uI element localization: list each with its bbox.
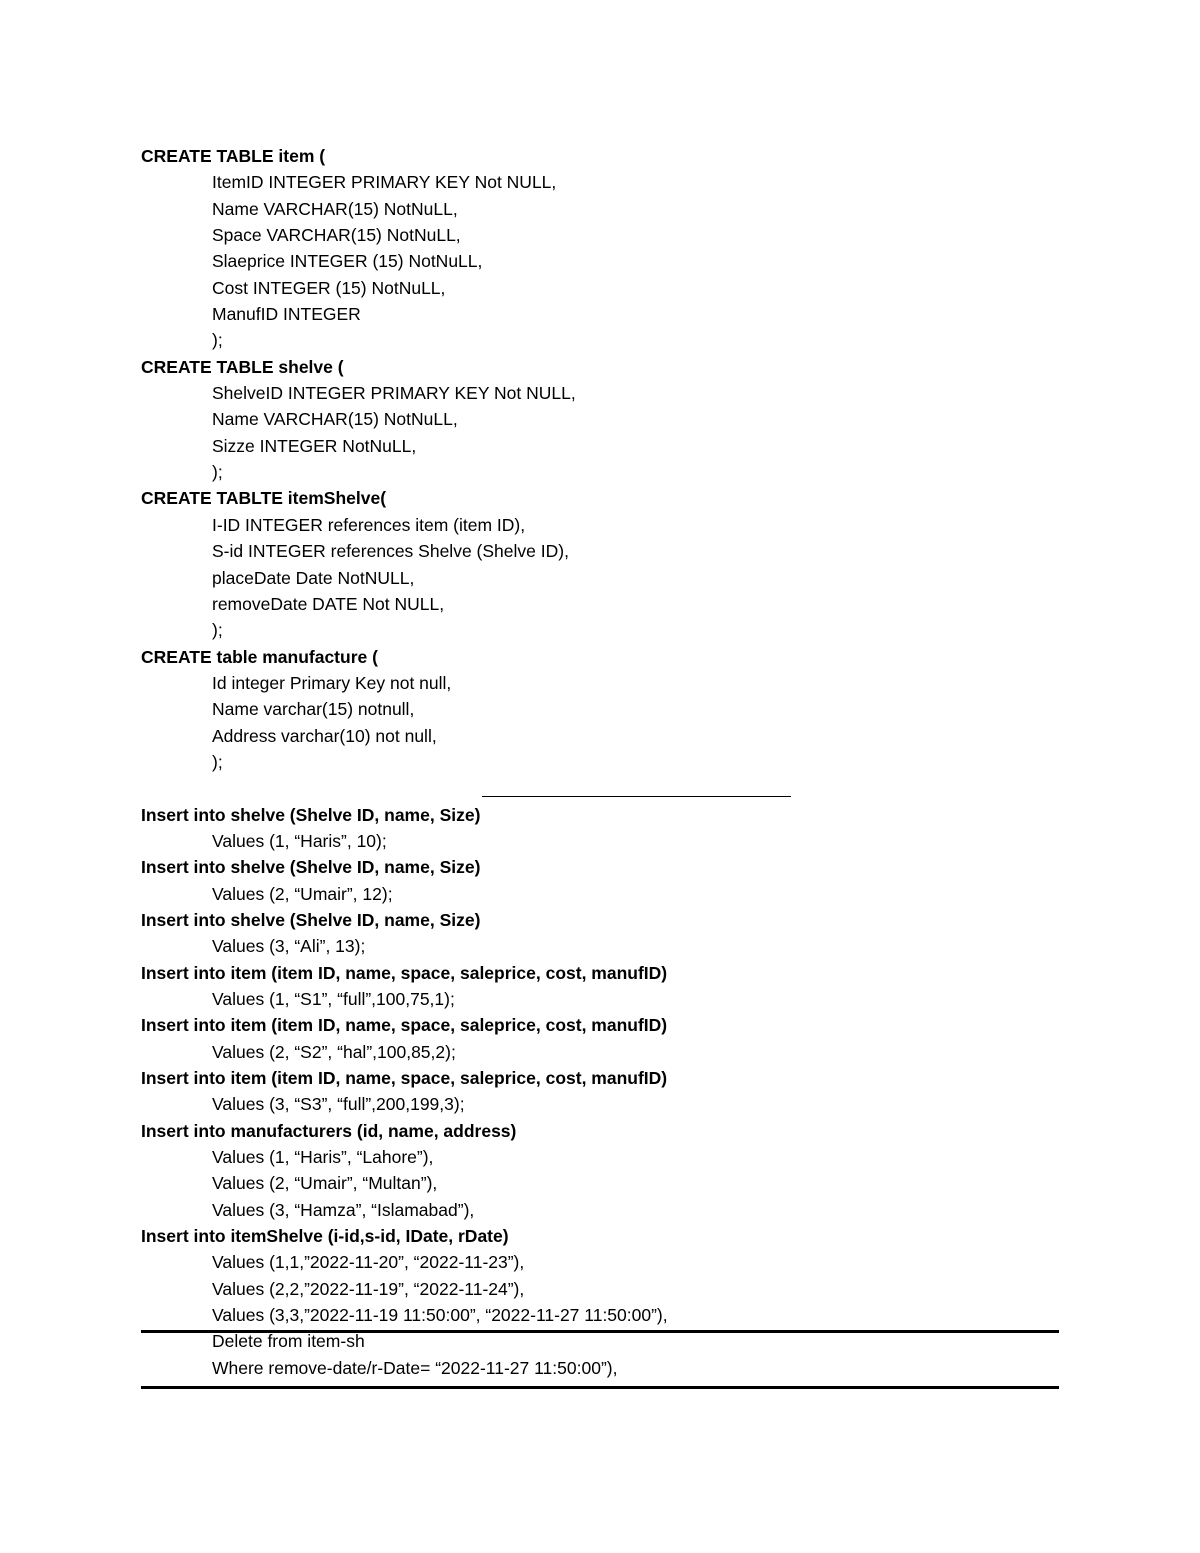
short-horizontal-rule [482,796,791,797]
insert-itemshelve-values-3: Values (3,3,”2022-11-19 11:50:00”, “2022-11-27 11:50:00”), [212,1305,668,1326]
item-column-name: Name VARCHAR(15) NotNuLL, [212,198,458,219]
itemshelve-column-placedate: placeDate Date NotNULL, [212,567,415,588]
item-column-saleprice: Slaeprice INTEGER (15) NotNuLL, [212,251,483,272]
shelve-column-shelveid: ShelveID INTEGER PRIMARY KEY Not NULL, [212,383,576,404]
manufacture-column-address: Address varchar(10) not null, [212,725,437,746]
create-manufacture-heading: CREATE table manufacture ( [141,646,378,667]
insert-itemshelve-values-1: Values (1,1,”2022-11-20”, “2022-11-23”), [212,1252,525,1273]
insert-shelve-heading-2: Insert into shelve (Shelve ID, name, Size) [141,857,481,878]
insert-shelve-values-3: Values (3, “Ali”, 13); [212,936,366,957]
insert-item-values-1: Values (1, “S1”, “full”,100,75,1); [212,989,455,1009]
insert-shelve-heading-3: Insert into shelve (Shelve ID, name, Size) [141,909,481,930]
insert-manufacturers-values-2: Values (2, “Umair”, “Multan”), [212,1173,438,1194]
itemshelve-close: ); [212,620,223,641]
insert-item-values-3: Values (3, “S3”, “full”,200,199,3); [212,1094,465,1115]
manufacture-column-id: Id integer Primary Key not null, [212,672,452,693]
item-column-cost: Cost INTEGER (15) NotNuLL, [212,277,446,298]
insert-manufacturers-values-3: Values (3, “Hamza”, “Islamabad”), [212,1199,475,1220]
itemshelve-column-removedate: removeDate DATE Not NULL, [212,593,445,614]
delete-box-bottom-border [141,1386,1059,1389]
shelve-column-name: Name VARCHAR(15) NotNuLL, [212,409,458,430]
shelve-close: ); [212,462,223,483]
blank-line [141,775,1061,801]
create-itemshelve-heading: CREATE TABLTE itemShelve( [141,488,387,509]
insert-item-heading-3: Insert into item (item ID, name, space, saleprice, cost, manufID) [141,1068,668,1089]
insert-item-heading-1: Insert into item (item ID, name, space, saleprice, cost, manufID) [141,962,668,983]
create-shelve-heading: CREATE TABLE shelve ( [141,356,344,377]
shelve-column-size: Sizze INTEGER NotNuLL, [212,435,417,456]
insert-shelve-values-2: Values (2, “Umair”, 12); [212,883,393,904]
insert-manufacturers-values-1: Values (1, “Haris”, “Lahore”), [212,1147,434,1168]
manufacture-close: ); [212,751,223,772]
create-item-heading: CREATE TABLE item ( [141,146,326,166]
delete-statement: Delete from item-sh [212,1331,365,1352]
item-column-manufid: ManufID INTEGER [212,304,361,325]
insert-itemshelve-heading: Insert into itemShelve (i-id,s-id, IDate, rDate) [141,1226,509,1247]
insert-manufacturers-heading: Insert into manufacturers (id, name, address) [141,1120,517,1141]
insert-item-heading-2: Insert into item (item ID, name, space, saleprice, cost, manufID) [141,1015,668,1036]
manufacture-column-name: Name varchar(15) notnull, [212,699,415,720]
item-close: ); [212,330,223,351]
sql-text-block [141,143,1061,1381]
itemshelve-column-iid: I-ID INTEGER references item (item ID), [212,514,526,535]
delete-where-clause: Where remove-date/r-Date= “2022-11-27 11:50:00”), [212,1357,618,1378]
item-column-space: Space VARCHAR(15) NotNuLL, [212,225,461,246]
delete-box-top-border [141,1330,1059,1333]
insert-shelve-heading-1: Insert into shelve (Shelve ID, name, Size) [141,804,481,825]
insert-item-values-2: Values (2, “S2”, “hal”,100,85,2); [212,1041,456,1062]
itemshelve-column-sid: S-id INTEGER references Shelve (Shelve ID), [212,541,569,562]
insert-itemshelve-values-2: Values (2,2,”2022-11-19”, “2022-11-24”), [212,1278,525,1299]
item-column-itemid: ItemID INTEGER PRIMARY KEY Not NULL, [212,172,557,193]
insert-shelve-values-1: Values (1, “Haris”, 10); [212,830,387,851]
